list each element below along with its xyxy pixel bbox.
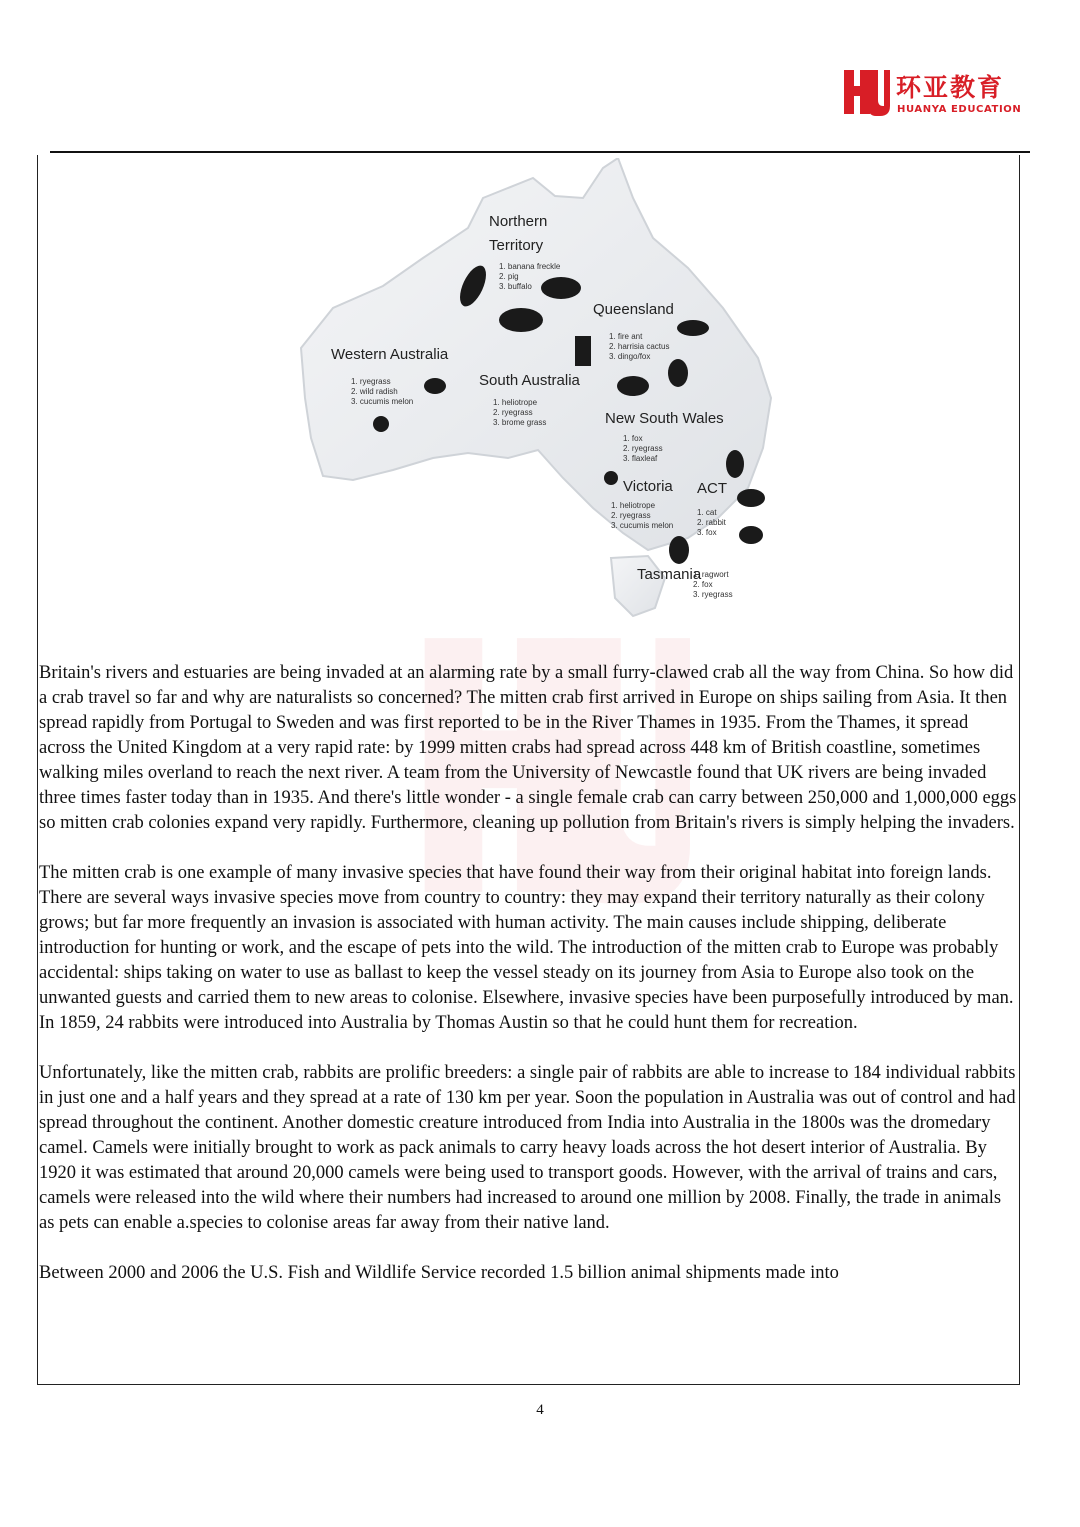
huanya-logo-icon — [838, 66, 890, 118]
region-name-victoria: Victoria — [623, 478, 673, 495]
cat-icon — [739, 526, 763, 544]
region-name-northern-territory: Northern Territory — [489, 213, 548, 254]
region-list-western-australia: 1. ryegrass 2. wild radish 3. cucumis melon — [351, 377, 414, 406]
paragraph: Unfortunately, like the mitten crab, rabbits are prolific breeders: a single pair of rabbits are able to increase to 184 individual rabbits in just one and a half years and they spread at a rate of 130 km per year. Soon the population in Australia was out of control and had spread throughout the continent. Another domestic creature introduced from India into Australia in the 1800s was the dromedary camel. Camels were initially brought to work as pack animals to carry heavy loads across the hot desert interior of Australia. By 1920 it was estimated that around 20,000 camels were being used to transport goods. However, with the arrival of trains and cars, camels were released into the wild where their numbers had increased to around one million by 2008. Finally, the trade in animals as pets can enable a.species to colonise areas far away from their native land. — [39, 1063, 1016, 1233]
logo-english-text: HUANYA EDUCATION — [897, 104, 1022, 115]
ant-icon — [677, 320, 709, 336]
logo-chinese-text: 环亚教育 — [896, 73, 1005, 102]
region-name-tasmania: Tasmania — [637, 566, 702, 583]
melon-icon — [373, 416, 389, 432]
region-name-south-australia: South Australia — [479, 372, 580, 389]
article-body — [39, 661, 1019, 1311]
region-name-queensland: Queensland — [593, 301, 674, 318]
fox-icon — [668, 359, 688, 387]
paragraph: Britain's rivers and estuaries are being invaded at an alarming rate by a small furry-clawed crab all the way from China. So how did a crab travel so far and why are naturalists so concerned? The mitten crab first arrived in Europe on ships sailing from Asia. It then spread rapidly from Portugal to Sweden and was first reported to be in the River Thames in 1935. From the Thames, it spread across the United Kingdom at a very rapid rate: by 1999 mitten crabs had spread across 448 km of British coastline, sometimes walking miles overland to reach the next river. A team from the University of Newcastle found that UK rivers are being invaded three times faster today than in 1935. And there's little wonder - a single female crab can carry between 250,000 and 1,000,000 eggs so mitten crab colonies expand very rapidly. Furthermore, cleaning up pollution from Britain's rivers is simply helping the invaders. — [39, 663, 1017, 833]
cactus-icon — [575, 336, 591, 366]
melon-icon — [604, 471, 618, 485]
region-list-northern-territory: 1. banana freckle 2. pig 3. buffalo — [499, 262, 561, 291]
buffalo-icon — [499, 308, 543, 332]
radish-icon — [424, 378, 446, 394]
region-list-new-south-wales: 1. fox 2. ryegrass 3. flaxleaf — [623, 434, 663, 463]
region-name-new-south-wales: New South Wales — [605, 410, 724, 427]
page-number: 4 — [536, 1402, 544, 1418]
rabbit-icon — [737, 489, 765, 507]
region-list-act: 1. cat 2. rabbit 3. fox — [697, 508, 726, 537]
dingo-icon — [617, 376, 649, 396]
australia-invasive-species-map — [293, 158, 788, 628]
brand-logo — [838, 66, 1028, 126]
region-list-victoria: 1. heliotrope 2. ryegrass 3. cucumis melon — [611, 501, 674, 530]
paragraph: Between 2000 and 2006 the U.S. Fish and Wildlife Service recorded 1.5 billion animal shipments made into — [39, 1263, 839, 1283]
paragraph: The mitten crab is one example of many invasive species that have found their way from their original habitat into foreign lands. There are several ways invasive species move from country to country: they may expand their territory naturally as their colony grows; but far more frequently an invasion is associated with human activity. The main causes include shipping, deliberate introduction for hunting or work, and the escape of pets into the wild. The introduction of the mitten crab to Europe was probably accidental: ships taking on water to use as ballast to keep the vessel steady on its journey from Asia to Europe also took on the unwanted guests and carried them to new areas to colonise. Elsewhere, invasive species have been purposefully introduced by man. In 1859, 24 rabbits were introduced into Australia by Thomas Austin so that he could hunt them for recreation. — [39, 863, 1014, 1033]
region-list-tasmania: 1. ragwort 2. fox 3. ryegrass — [693, 570, 733, 599]
header-divider — [50, 151, 1030, 153]
region-list-queensland: 1. fire ant 2. harrisia cactus 3. dingo/fox — [609, 332, 670, 361]
fox-icon — [669, 536, 689, 564]
region-name-act: ACT — [697, 480, 727, 497]
region-name-western-australia: Western Australia — [331, 346, 449, 363]
fox-icon — [726, 450, 744, 478]
region-list-south-australia: 1. heliotrope 2. ryegrass 3. brome grass — [493, 398, 547, 427]
